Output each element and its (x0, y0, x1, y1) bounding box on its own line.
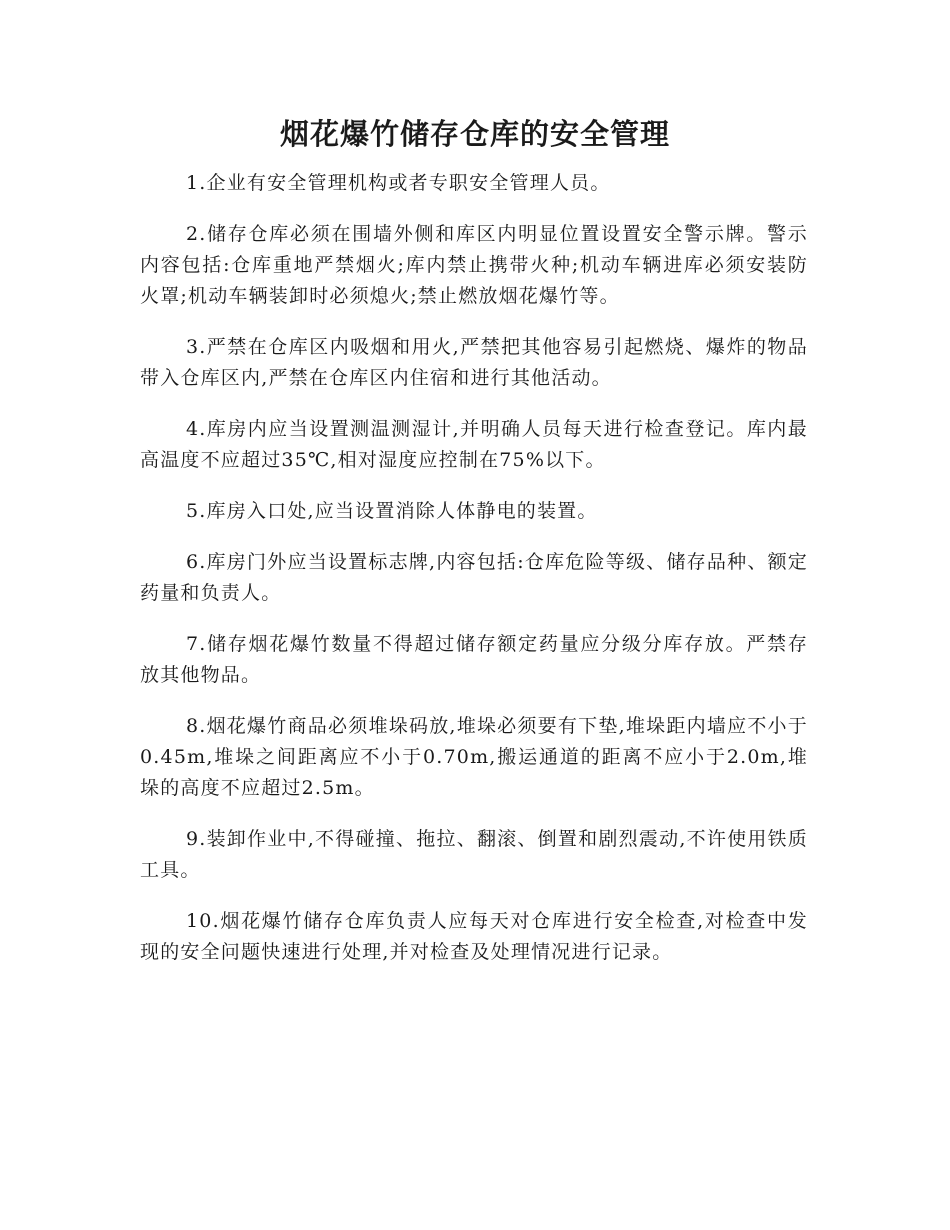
paragraph-9: 9.装卸作业中,不得碰撞、拖拉、翻滚、倒置和剧烈震动,不许使用铁质工具。 (140, 828, 808, 881)
paragraph-1: 1.企业有安全管理机构或者专职安全管理人员。 (186, 172, 611, 194)
paragraph-7: 7.储存烟花爆竹数量不得超过储存额定药量应分级分库存放。严禁存放其他物品。 (140, 633, 808, 686)
page-title: 烟花爆竹储存仓库的安全管理 (279, 117, 670, 151)
paragraph-5: 5.库房入口处,应当设置消除人体静电的装置。 (186, 500, 598, 522)
paragraph-10: 10.烟花爆竹储存仓库负责人应每天对仓库进行安全检查,对检查中发现的安全问题快速进行处理,并对检查及处理情况进行记录。 (140, 910, 808, 963)
paragraph-3: 3.严禁在仓库区内吸烟和用火,严禁把其他容易引起燃烧、爆炸的物品带入仓库区内,严禁在仓库区内住宿和进行其他活动。 (140, 336, 808, 389)
document-body (140, 168, 808, 988)
paragraph-2: 2.储存仓库必须在围墙外侧和库区内明显位置设置安全警示牌。警示内容包括:仓库重地严禁烟火;库内禁止携带火种;机动车辆进库必须安装防火罩;机动车辆装卸时必须熄火;禁止燃放烟花爆竹等。 (140, 223, 808, 307)
paragraph-8: 8.烟花爆竹商品必须堆垛码放,堆垛必须要有下垫,堆垛距内墙应不小于0.45m,堆垛之间距离应不小于0.70m,搬运通道的距离不应小于2.0m,堆垛的高度不应超过2.5m。 (140, 715, 808, 799)
paragraph-6: 6.库房门外应当设置标志牌,内容包括:仓库危险等级、储存品种、额定药量和负责人。 (140, 551, 808, 604)
paragraph-4: 4.库房内应当设置测温测湿计,并明确人员每天进行检查登记。库内最高温度不应超过35℃,相对湿度应控制在75%以下。 (140, 418, 808, 471)
